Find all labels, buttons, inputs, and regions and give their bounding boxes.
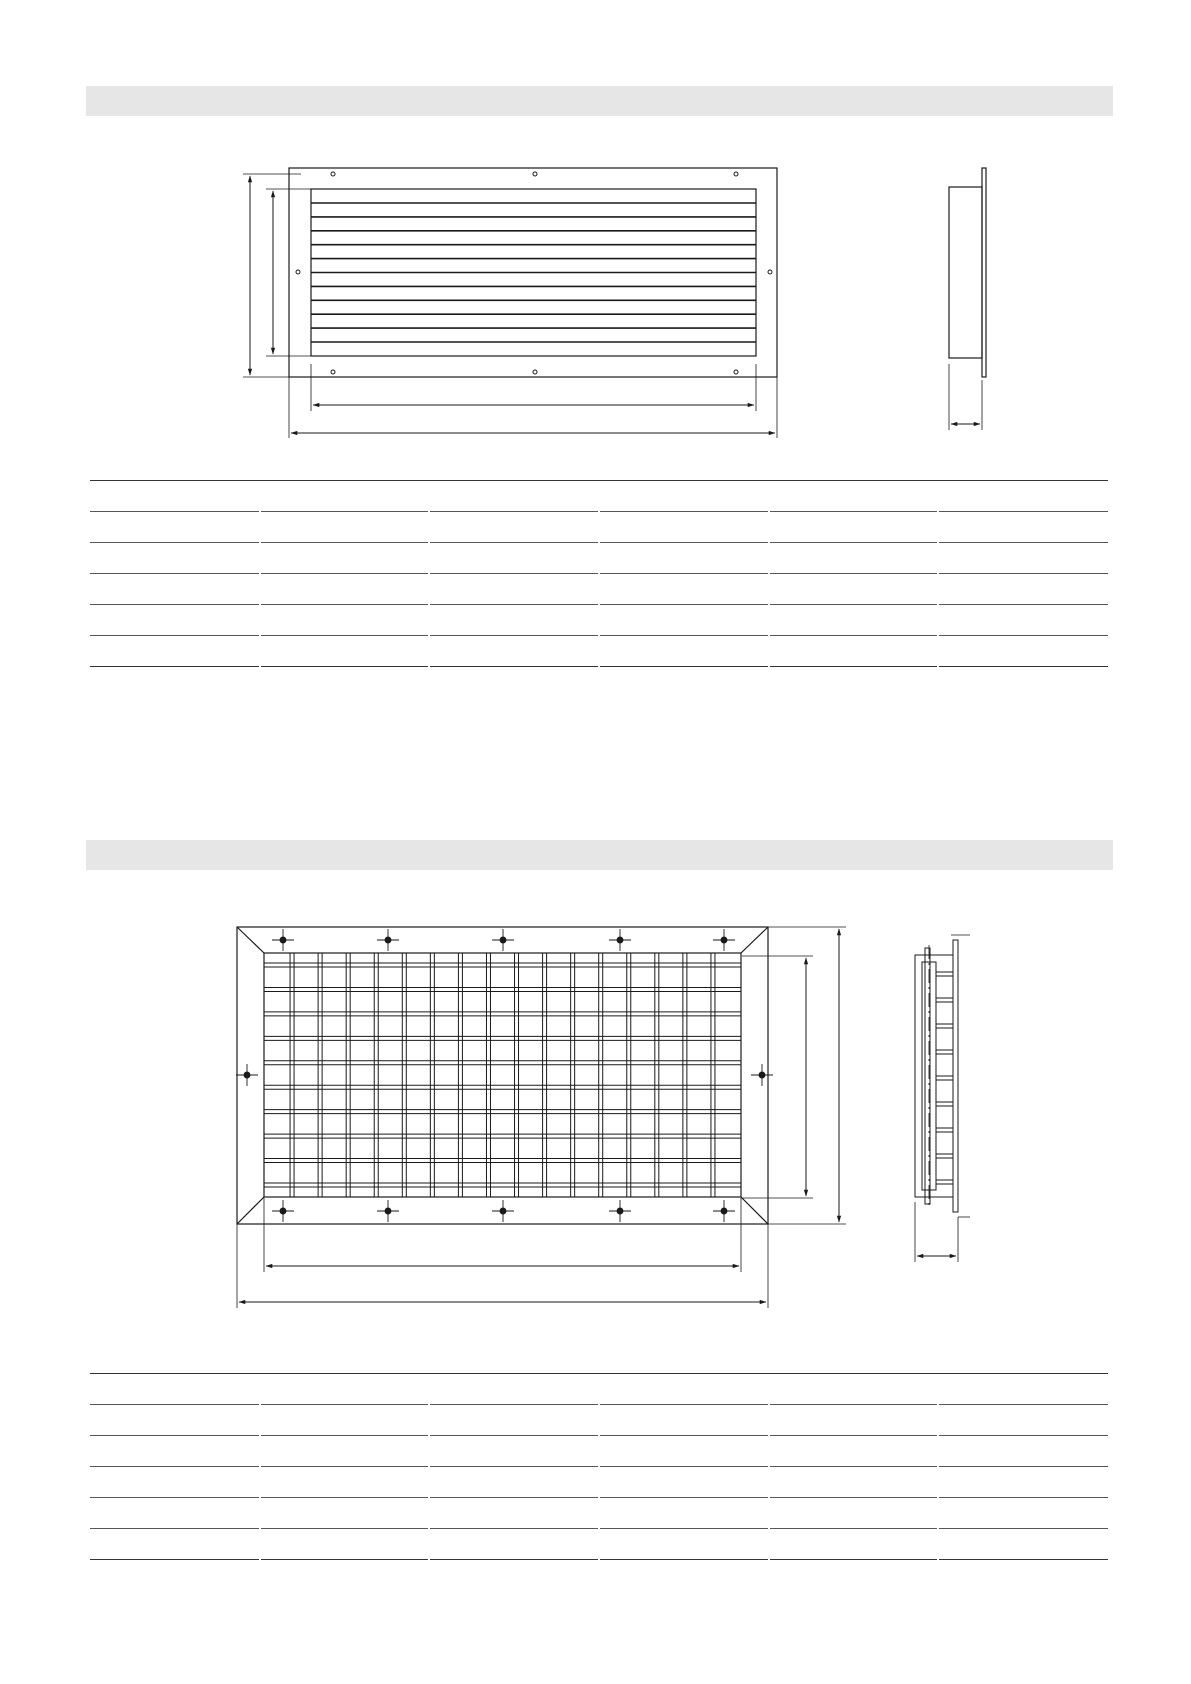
side-blade xyxy=(936,1050,953,1054)
table-cell xyxy=(938,512,1108,543)
table-cell xyxy=(599,1467,769,1498)
grid-blades xyxy=(264,953,741,1197)
table-row xyxy=(90,1436,1108,1467)
table-cell xyxy=(90,574,260,605)
table-cell xyxy=(260,543,430,574)
table-cell xyxy=(429,574,599,605)
table-cell xyxy=(429,1405,599,1436)
column-header xyxy=(429,1374,599,1405)
table-cell xyxy=(260,1467,430,1498)
table-cell xyxy=(769,512,939,543)
table-cell xyxy=(260,636,430,667)
table-cell xyxy=(599,1498,769,1529)
side-view xyxy=(915,935,970,1262)
table-cell xyxy=(769,636,939,667)
side-blade xyxy=(936,1024,953,1028)
double-deflection-grille-drawing xyxy=(0,900,1191,1320)
fixing-points xyxy=(236,929,773,1222)
table-row xyxy=(90,1498,1108,1529)
table-cell xyxy=(769,1436,939,1467)
column-header xyxy=(769,1374,939,1405)
table-cell xyxy=(90,1498,260,1529)
table-row xyxy=(90,512,1108,543)
table-cell xyxy=(429,512,599,543)
column-header xyxy=(90,1374,260,1405)
table-cell xyxy=(938,543,1108,574)
table-cell xyxy=(769,543,939,574)
table-cell xyxy=(938,605,1108,636)
table-cell xyxy=(260,574,430,605)
column-header xyxy=(599,1374,769,1405)
side-blade xyxy=(936,1154,953,1158)
spec-table xyxy=(90,480,1108,667)
table-cell xyxy=(769,1498,939,1529)
table-cell xyxy=(90,605,260,636)
table-cell xyxy=(599,1405,769,1436)
table-cell xyxy=(90,1467,260,1498)
single-deflection-grille-drawing xyxy=(0,0,1191,460)
front-view-bevel xyxy=(264,953,741,1197)
table-cell xyxy=(90,1529,260,1560)
table-row xyxy=(90,1467,1108,1498)
table-header-row xyxy=(90,1374,1108,1405)
table-row xyxy=(90,1405,1108,1436)
column-header xyxy=(938,1374,1108,1405)
table-cell xyxy=(938,1436,1108,1467)
table-cell xyxy=(429,1498,599,1529)
table-cell xyxy=(260,1436,430,1467)
column-header xyxy=(938,481,1108,512)
table-cell xyxy=(769,605,939,636)
table-cell xyxy=(599,1529,769,1560)
column-header xyxy=(429,481,599,512)
table-cell xyxy=(260,605,430,636)
table-cell xyxy=(429,1436,599,1467)
table-cell xyxy=(938,1529,1108,1560)
table-cell xyxy=(938,574,1108,605)
table-cell xyxy=(769,1529,939,1560)
table-cell xyxy=(90,543,260,574)
table-cell xyxy=(429,543,599,574)
table-cell xyxy=(938,636,1108,667)
table-cell xyxy=(260,512,430,543)
table-cell xyxy=(90,1405,260,1436)
table-cell xyxy=(769,574,939,605)
side-view-body xyxy=(949,187,982,358)
table-cell xyxy=(429,605,599,636)
table-cell xyxy=(429,1467,599,1498)
table-row xyxy=(90,605,1108,636)
table-cell xyxy=(769,1405,939,1436)
side-blade xyxy=(936,1102,953,1106)
table-cell xyxy=(599,636,769,667)
table-cell xyxy=(599,512,769,543)
table-header-row xyxy=(90,481,1108,512)
column-header xyxy=(90,481,260,512)
table-cell xyxy=(938,1467,1108,1498)
column-header xyxy=(769,481,939,512)
side-blade xyxy=(936,972,953,976)
side-blade xyxy=(936,1076,953,1080)
table-row xyxy=(90,1529,1108,1560)
column-header xyxy=(260,1374,430,1405)
table-cell xyxy=(599,605,769,636)
table-cell xyxy=(90,1436,260,1467)
side-view-flange xyxy=(982,168,986,377)
table-cell xyxy=(260,1529,430,1560)
front-view-frame xyxy=(237,927,768,1224)
side-blade xyxy=(936,1128,953,1132)
table-cell xyxy=(938,1405,1108,1436)
table-cell xyxy=(599,543,769,574)
table-row xyxy=(90,543,1108,574)
table-cell xyxy=(599,1436,769,1467)
table-cell xyxy=(90,512,260,543)
table-cell xyxy=(938,1498,1108,1529)
section-header-band xyxy=(86,840,1113,870)
table-cell xyxy=(429,636,599,667)
column-header xyxy=(260,481,430,512)
table-cell xyxy=(769,1467,939,1498)
column-header xyxy=(599,481,769,512)
horizontal-blades xyxy=(311,203,756,342)
table-cell xyxy=(429,1529,599,1560)
side-blade xyxy=(936,1180,953,1184)
table-row xyxy=(90,636,1108,667)
table-cell xyxy=(260,1405,430,1436)
table-cell xyxy=(260,1498,430,1529)
spec-table xyxy=(90,1373,1108,1560)
side-blade xyxy=(936,998,953,1002)
table-row xyxy=(90,574,1108,605)
table-cell xyxy=(90,636,260,667)
table-cell xyxy=(599,574,769,605)
